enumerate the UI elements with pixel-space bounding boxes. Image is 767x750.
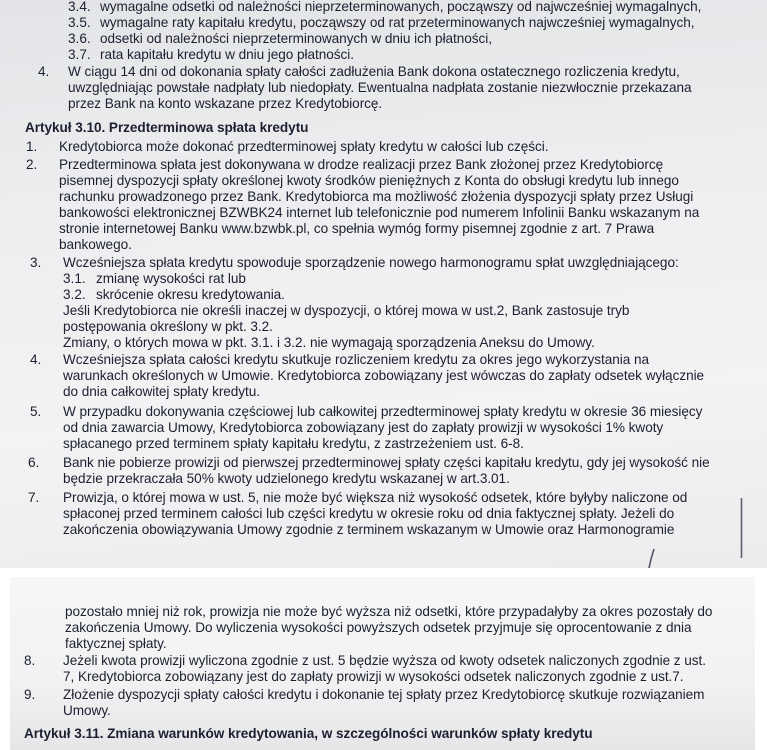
document-line: wymagalne odsetki od należności nieprzeterminowanych, począwszy od najwcześniej wymagalnych, bbox=[100, 0, 702, 14]
document-line: będzie przekraczała 50% kwoty udzielonego kredytu wskazanej w art.3.01. bbox=[63, 471, 510, 486]
document-line: warunkach określonych w Umowie. Kredytobiorca zobowiązany jest wówczas do zapłaty odsetek wyłącznie bbox=[63, 368, 705, 383]
list-number: 3.7. bbox=[68, 47, 91, 62]
document-line: od dnia zawarcia Umowy, Kredytobiorca zobowiązany jest do zapłaty prowizji w wysokości 1% kwoty bbox=[63, 420, 664, 435]
list-number: 3.5. bbox=[68, 15, 91, 30]
list-number: 3. bbox=[30, 255, 42, 270]
document-line: odsetki od należności nieprzeterminowanych w dniu ich płatności, bbox=[100, 31, 492, 46]
document-line: spłaconej przed terminem całości lub części kredytu w okresie roku od dnia faktycznej spłaty. Jeżeli do bbox=[63, 506, 675, 521]
document-line: uwzględniając powstałe nadpłaty lub niedopłaty. Ewentualna nadpłata zostanie niezwłocznie przekazana bbox=[68, 80, 692, 95]
list-number: 3.6. bbox=[68, 31, 91, 46]
document-line: 7, Kredytobiorca zobowiązany jest do zapłaty prowizji w wysokości odsetek naliczonych zgodnie z ust.7. bbox=[63, 669, 684, 684]
list-number: 8. bbox=[24, 653, 36, 668]
list-number: 5. bbox=[30, 404, 42, 419]
document-line: Wcześniejsza spłata kredytu spowoduje sporządzenie nowego harmonogramu spłat uwzględniającego: bbox=[63, 255, 679, 270]
list-number: 7. bbox=[28, 490, 40, 505]
document-line: Jeżeli kwota prowizji wyliczona zgodnie z ust. 5 będzie wyższa od kwoty odsetek naliczonych zgodnie z ust. bbox=[63, 653, 706, 668]
document-line: postępowania określony w pkt. 3.2. bbox=[63, 319, 273, 334]
list-number: 3.2. bbox=[63, 287, 86, 302]
pen-mark-icon bbox=[646, 548, 656, 568]
document-line: pisemnej dyspozycji spłaty określonej kwoty środków pieniężnych z Konta do obsługi kredytu lub innego bbox=[59, 173, 679, 188]
margin-pen-line bbox=[740, 498, 743, 558]
document-line: Bank nie pobierze prowizji od pierwszej przedterminowej spłaty części kapitału kredytu, gdy jej wysokość nie bbox=[63, 455, 710, 470]
document-line: Zmiany, o których mowa w pkt. 3.1. i 3.2. nie wymagają sporządzenia Aneksu do Umowy. bbox=[63, 335, 595, 350]
document-line: Umowy. bbox=[63, 703, 111, 718]
document-line: wymagalne raty kapitału kredytu, począwszy od rat przeterminowanych najwcześniej wymagalnych, bbox=[100, 15, 695, 30]
document-line: pozostało mniej niż rok, prowizja nie może być wyższa niż odsetki, które przypadałyby za okres pozostały do bbox=[65, 604, 713, 619]
list-number: 4. bbox=[38, 64, 50, 79]
list-number: 4. bbox=[30, 352, 42, 367]
document-line: Jeśli Kredytobiorca nie określi inaczej w dyspozycji, o której mowa w ust.2, Bank zastosuje tryb bbox=[63, 303, 630, 318]
document-line: spłacanego przed terminem spłaty kapitału kredytu, z zastrzeżeniem ust. 6-8. bbox=[63, 436, 524, 451]
document-line: zmianę wysokości rat lub bbox=[96, 271, 246, 286]
document-line: Przedterminowa spłata jest dokonywana w drodze realizacji przez Bank złożonej przez Kredytobiorcę bbox=[59, 157, 664, 172]
list-number: 1. bbox=[26, 139, 38, 154]
list-number: 3.4. bbox=[68, 0, 91, 14]
document-line: Wcześniejsza spłata całości kredytu skutkuje rozliczeniem kredytu za okres jego wykorzystania na bbox=[63, 352, 650, 367]
document-line: bankowości elektronicznej BZWBK24 internet lub telefonicznie pod numerem Infolinii Banku wskazanym na bbox=[59, 205, 700, 220]
document-line: zakończenia Umowy. Do wyliczenia wysokości powyższych odsetek przyjmuje się oprocentowanie z dnia bbox=[65, 620, 692, 635]
list-number: 9. bbox=[24, 687, 36, 702]
document-line: skrócenie okresu kredytowania. bbox=[96, 287, 285, 302]
document-page-bottom bbox=[10, 577, 755, 750]
document-line: przez Bank na konto wskazane przez Kredytobiorcę. bbox=[68, 96, 383, 111]
article-heading: Artykuł 3.11. Zmiana warunków kredytowania, w szczególności warunków spłaty kredytu bbox=[24, 726, 593, 741]
document-line: bankowego. bbox=[59, 237, 132, 252]
document-line: Kredytobiorca może dokonać przedterminowej spłaty kredytu w całości lub części. bbox=[59, 139, 549, 154]
document-line: zakończenia obowiązywania Umowy zgodnie z terminem wskazanym w Umowie oraz Harmonogramie bbox=[63, 522, 675, 537]
list-number: 2. bbox=[26, 157, 38, 172]
article-heading: Artykuł 3.10. Przedterminowa spłata kredytu bbox=[25, 120, 309, 135]
list-number: 6. bbox=[28, 455, 40, 470]
document-line: stronie internetowej Banku www.bzwbk.pl, co spełnia wymóg formy pisemnej zgodnie z art. 7 Prawa bbox=[59, 221, 655, 236]
document-line: W ciągu 14 dni od dokonania spłaty całości zadłużenia Bank dokona ostatecznego rozliczenia kredytu, bbox=[68, 64, 680, 79]
document-line: Złożenie dyspozycji spłaty całości kredytu i dokonanie tej spłaty przez Kredytobiorcę skutkuje rozwiązaniem bbox=[63, 687, 705, 702]
list-number: 3.1. bbox=[63, 271, 86, 286]
document-line: rata kapitału kredytu w dniu jego płatności. bbox=[100, 47, 354, 62]
document-line: Prowizja, o której mowa w ust. 5, nie może być większa niż wysokość odsetek, które byłyby naliczone od bbox=[63, 490, 688, 505]
document-line: rachunku prowadzonego przez Bank. Kredytobiorca ma możliwość złożenia dyspozycji spłaty przez Usługi bbox=[59, 189, 694, 204]
document-line: faktycznej spłaty. bbox=[65, 636, 167, 651]
document-line: do dnia całkowitej spłaty kredytu. bbox=[63, 384, 261, 399]
document-line: W przypadku dokonywania częściowej lub całkowitej przedterminowej spłaty kredytu w okresie 36 miesięcy bbox=[63, 404, 703, 419]
